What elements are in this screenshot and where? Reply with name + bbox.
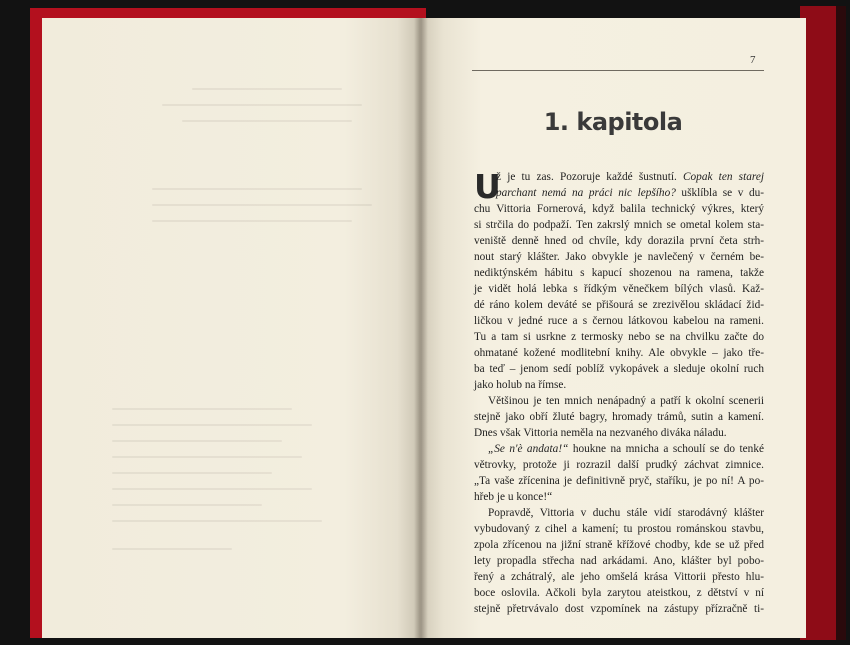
text-line: dé ráno kolem deváté se přišourá se zrezivělou skládací žid-: [474, 299, 764, 311]
text-line: Tu a tam si usrkne z termosky nebo se na chvilku začte do: [474, 331, 764, 343]
header-rule: [472, 70, 764, 71]
text-line: vybudovaný z cihel a kamení; tu prostou románskou stavbu,: [474, 523, 764, 535]
text-line: chu Vittoria Fornerová, když balila technický výkres, který: [474, 203, 764, 215]
text-line: zpola zřícenou na jižní straně křížové chodby, kde se už před: [474, 539, 764, 551]
text-line: Popravdě, Vittoria v duchu stále vidí starodávný klášter: [488, 507, 764, 519]
text-line: parchant nemá na práci nic lepšího? ušklíbla se v du-: [496, 187, 764, 199]
text-line: boce oslovila. Ačkoli byla zarytou ateistkou, z dětství v ní: [474, 587, 764, 599]
chapter-body-text: [474, 169, 764, 617]
text-line: stejně jako obří žluté bagry, hromady trámů, sutin a kamení.: [474, 411, 764, 423]
text-line: jako holub na římse.: [474, 379, 567, 391]
text-line: veniště denně hned od chvíle, kdy dorazila první četa strh-: [474, 235, 764, 247]
text-line: větrovky, protože ji rozrazil další prudký záchvat zimnice.: [474, 459, 764, 471]
text-line: řený a zchátralý, ale jeho omšelá krása Vittorii přesto hlu-: [474, 571, 764, 583]
text-line: nediktýnském hábitu s kapucí shozenou na ramena, takže: [474, 267, 764, 279]
text-line: stejně přetrvávalo dost vzpomínek na zástupy přízračně ti-: [474, 603, 764, 615]
drop-cap: U: [474, 167, 501, 206]
text-line: ličkou v jedné ruce a s černou látkovou kabelou na rameni.: [474, 315, 764, 327]
chapter-title: 1. kapitola: [543, 108, 683, 136]
text-line: nout starý klášter. Jako obvykle je navlečený v černém be-: [474, 251, 764, 263]
text-line: Většinou je ten mnich nenápadný a patří k okolní scenerii: [488, 395, 764, 407]
cover-edge-shadow: [836, 6, 846, 640]
text-line: hřeb je u konce!“: [474, 491, 553, 503]
text-line: „Ta vaše zřícenina je definitivně pryč, staříku, je po ní! A po-: [474, 475, 764, 487]
text-line: je vidět holá lebka s řídkým věnečkem bílých vlasů. Kaž-: [474, 283, 764, 295]
page-number: 7: [750, 54, 756, 66]
text-line: „Se n'è andata!“ houkne na mnicha a schoulí se do tenké: [488, 443, 764, 455]
text-line: ba teď – jenom sedí poblíž vykopávek a sleduje okolní ruch: [474, 363, 764, 375]
text-line: ž je tu zas. Pozoruje každé šustnutí. Copak ten starej: [496, 171, 764, 183]
red-cover-right: [800, 6, 840, 640]
text-line: si strčila do podpaží. Ten zakrslý mnich se ometal kolem sta-: [474, 219, 764, 231]
text-line: ohmatané kožené modlitební knihy. Ale obvykle – jako tře-: [474, 347, 764, 359]
left-page: [42, 18, 420, 638]
text-line: Dnes však Vittoria neměla na nezvaného diváka náladu.: [474, 427, 727, 439]
text-line: lety propadla střecha nad arkádami. Ano, klášter byl pobo-: [474, 555, 764, 567]
